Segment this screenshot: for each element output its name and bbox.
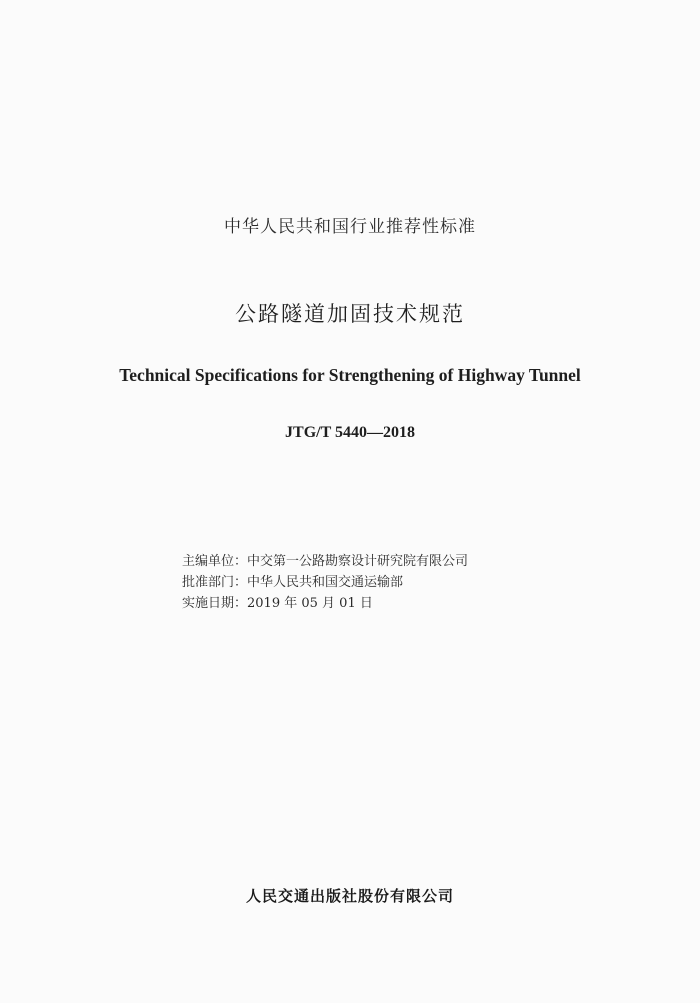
info-value: 中华人民共和国交通运输部	[247, 575, 404, 590]
publisher: 人民交通出版社股份有限公司	[245, 887, 454, 905]
info-label: 主编单位：	[182, 554, 248, 569]
info-label: 实施日期：	[182, 596, 248, 611]
title-en: Technical Specifications for Strengthening of Highway Tunnel	[119, 365, 581, 385]
title-cn: 公路隧道加固技术规范	[235, 302, 465, 326]
info-block	[182, 551, 468, 614]
info-row-editor	[182, 551, 468, 572]
info-row-approver	[182, 572, 468, 593]
info-value: 2019 年 05 月 01 日	[247, 596, 373, 611]
info-value: 中交第一公路勘察设计研究院有限公司	[247, 554, 469, 569]
info-row-date	[182, 593, 468, 614]
info-label: 批准部门：	[182, 575, 248, 590]
standard-code: JTG/T 5440—2018	[285, 424, 415, 441]
standard-type: 中华人民共和国行业推荐性标准	[224, 217, 476, 237]
